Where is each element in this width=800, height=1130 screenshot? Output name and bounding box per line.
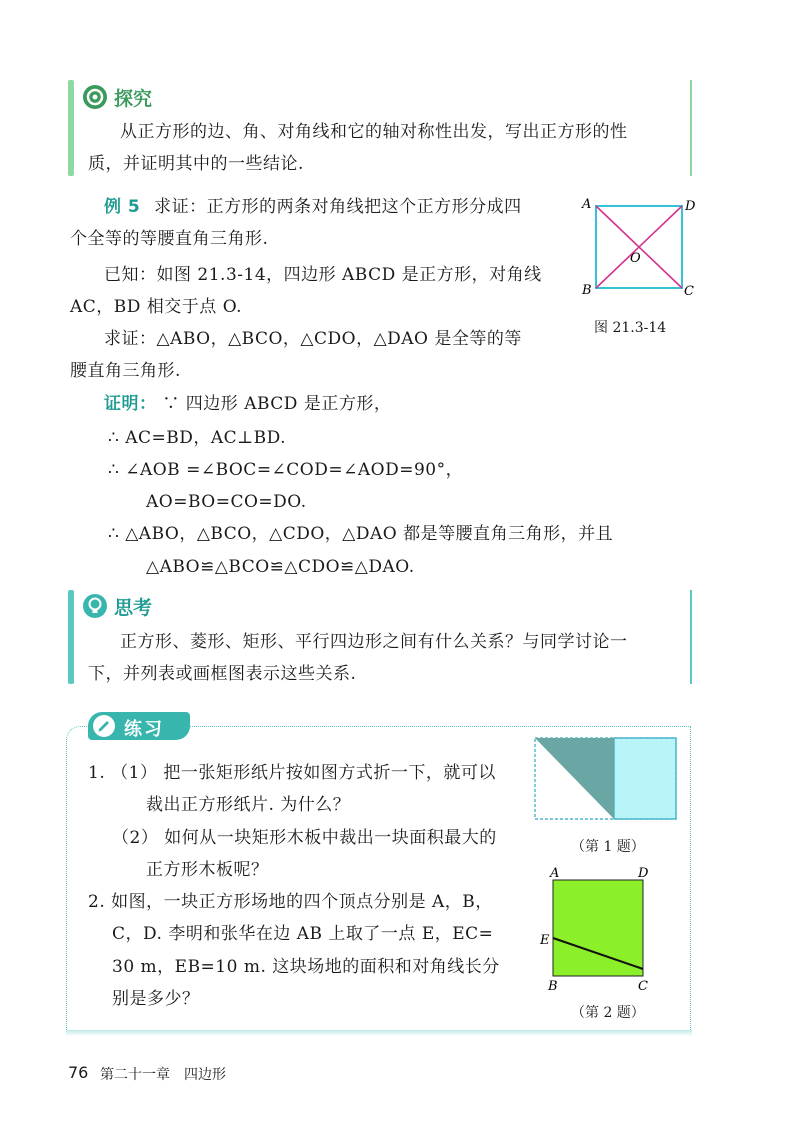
page-number: 76 <box>68 1063 89 1082</box>
given-line-2: AC，BD 相交于点 O. <box>70 297 243 317</box>
q1-part2-line-2: 正方形木板呢？ <box>146 860 269 880</box>
proof-step-6: △ABO≌△BCO≌△CDO≌△DAO. <box>146 557 415 577</box>
q1-part1-line-1: 1. （1） 把一张矩形纸片按如图方式折一下，就可以 <box>88 763 496 783</box>
explore-left-bar <box>68 80 74 176</box>
explore-text-line-2: 质，并证明其中的一些结论. <box>88 154 304 174</box>
proof-line-1 <box>104 392 391 416</box>
point-b-label: B <box>582 283 592 298</box>
explore-right-bar <box>690 80 692 176</box>
point-c-label: C <box>684 284 694 299</box>
q1-caption: （第 1 题） <box>571 839 645 855</box>
square-field-figure <box>538 866 658 994</box>
fold-paper-figure <box>534 737 678 821</box>
prove-line-1: 求证：△ABO，△BCO，△CDO，△DAO 是全等的等 <box>104 329 522 349</box>
example-statement: 求证：正方形的两条对角线把这个正方形分成四 <box>154 197 522 217</box>
q1-part1-line-2: 裁出正方形纸片. 为什么？ <box>146 795 351 815</box>
think-right-bar <box>690 590 692 684</box>
q2-caption: （第 2 题） <box>571 1005 645 1021</box>
q2-line-2: C，D. 李明和张华在边 AB 上取了一点 E，EC= <box>112 924 494 944</box>
lightbulb-icon <box>82 593 108 619</box>
prove-line-2: 腰直角三角形. <box>70 361 181 381</box>
field-point-c: C <box>638 979 648 994</box>
point-a-label: A <box>582 197 592 212</box>
explore-text-line-1: 从正方形的边、角、对角线和它的轴对称性出发，写出正方形的性 <box>120 122 628 142</box>
point-d-label: D <box>685 199 696 214</box>
exercise-frame-right <box>690 726 693 1032</box>
figure-caption: 图 21.3-14 <box>594 320 667 336</box>
q2-line-4: 别是多少？ <box>112 989 200 1009</box>
example-label: 例 5 <box>104 197 141 217</box>
proof-step-3: ∴ ∠AOB =∠BOC=∠COD=∠AOD=90°， <box>108 460 464 480</box>
point-o-label: O <box>630 251 641 266</box>
field-point-b: B <box>548 979 558 994</box>
proof-step-1: ∵ 四边形 ABCD 是正方形， <box>162 394 392 414</box>
think-text-line-2: 下，并列表或画框图表示这些关系. <box>88 664 357 684</box>
exercise-frame-bottom <box>66 1030 692 1036</box>
pencil-icon <box>92 714 116 738</box>
think-title: 思考 <box>114 597 153 619</box>
proof-step-5: ∴ △ABO，△BCO，△CDO，△DAO 都是等腰直角三角形，并且 <box>108 524 614 544</box>
proof-label: 证明： <box>104 394 157 414</box>
field-point-a: A <box>550 866 560 881</box>
proof-step-4: AO=BO=CO=DO. <box>146 492 307 512</box>
think-text-line-1: 正方形、菱形、矩形、平行四边形之间有什么关系？与同学讨论一 <box>120 632 628 652</box>
example-statement-line-2: 个全等的等腰直角三角形. <box>70 229 269 249</box>
proof-step-2: ∴ AC=BD，AC⊥BD. <box>108 428 287 448</box>
chapter-title: 第二十一章 四边形 <box>100 1067 226 1083</box>
remaining-strip <box>614 738 676 819</box>
square-field <box>553 880 643 976</box>
given-line-1: 已知：如图 21.3-14，四边形 ABCD 是正方形，对角线 <box>104 265 542 285</box>
q2-line-1: 2. 如图，一块正方形场地的四个顶点分别是 A，B， <box>88 892 493 912</box>
exercise-tag <box>88 712 190 740</box>
field-point-e: E <box>540 933 550 948</box>
exercise-title: 练习 <box>124 719 164 740</box>
explore-icon <box>82 84 108 110</box>
q1-part2-line-1: （2） 如何从一块矩形木板中裁出一块面积最大的 <box>112 828 497 848</box>
example-statement-line-1 <box>104 195 522 219</box>
think-left-bar <box>68 590 74 684</box>
explore-title: 探究 <box>114 88 153 110</box>
square-diagonals-figure <box>576 192 706 302</box>
q2-line-3: 30 m，EB=10 m. 这块场地的面积和对角线长分 <box>112 957 500 977</box>
field-point-d: D <box>638 866 649 881</box>
